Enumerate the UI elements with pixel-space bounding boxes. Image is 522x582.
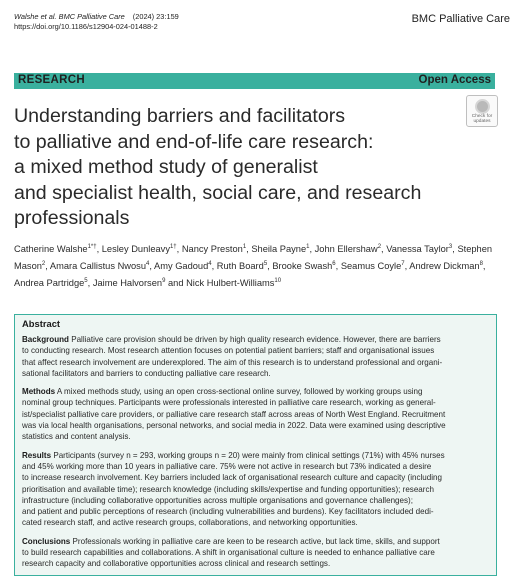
author-separator: , [381,244,387,255]
author-affiliation: 5 [263,261,268,268]
author [93,278,186,288]
author-name[interactable]: Seamus Coyle [340,261,402,272]
author-separator: , [149,261,155,272]
doi-link[interactable]: https://doi.org/10.1186/s12904-024-01488-2 [14,22,158,31]
article-type-banner [14,73,495,89]
abstract-section-background [22,334,488,379]
abstract-line: and patient and public perceptions of research (including vulnerabilities and burdens). Key facilitators included dedi- [22,507,434,517]
author-separator: , [404,261,410,272]
author-affiliation: 2 [41,261,46,268]
section-label: Methods [22,387,56,397]
abstract-section-methods [22,386,488,442]
author-affiliation: 1 [306,244,310,250]
abstract-line: ist/specialist palliative care providers, or palliative care research staff across areas of North West England. Recruitment [22,409,446,419]
abstract-line: Participants (survey n = 293, working groups n = 20) were mainly from clinical settings (71%) with 45% nurses [53,450,445,460]
abstract-line: was via local health organisations, personal networks, and social media in 2022. Data were examined using descriptive [22,421,446,431]
abstract-line: research capacity and collaborative opportunities across clinical and research settings. [22,559,331,569]
author [14,244,102,254]
abstract-line: prioritisation and available time); research knowledge (including skills/expertise and funding opportunities); research [22,484,434,494]
title-line: to palliative and end-of-life care research: [14,130,374,153]
section-label: Results [22,450,52,460]
abstract-line: to conducting research. Most research attention focuses on potential patient barriers; staff and organisational issues [22,346,435,356]
author-separator: , [176,244,182,255]
citation-text: Walshe et al. BMC Palliative Care [14,12,125,21]
author-affiliation: 4 [208,261,212,268]
author-separator: , [211,261,217,272]
author-affiliation: 10 [274,278,282,285]
author-affiliation: 3 [448,244,453,250]
author [102,244,182,254]
article-title [14,104,459,232]
author [50,261,154,271]
abstract-heading: Abstract [22,318,61,329]
abstract-section-results [22,450,488,529]
author-separator: , [96,244,102,255]
author-name[interactable]: Amy Gadoud [154,261,209,272]
author-name[interactable]: John Ellershaw [314,244,378,255]
journal-name: BMC Palliative Care [411,13,510,25]
author-name[interactable]: Lesley Dunleavy [101,244,170,255]
author-name[interactable]: Vanessa Taylor [386,244,449,255]
check-for-updates-badge[interactable] [466,95,498,127]
author-affiliation: 1 [242,244,247,250]
open-access-label: Open Access [418,74,491,86]
author [251,244,314,254]
author-separator: , [45,261,50,272]
author-name[interactable]: Nick Hulbert-Williams [186,278,275,289]
author-affiliation: 4 [146,261,150,268]
abstract-line: infrastructure (including collaborative opportunities across multiple organisations and governance challenges); [22,495,413,505]
author [341,261,409,271]
author-affiliation: 9 [162,278,166,285]
author-separator: , [482,261,486,272]
abstract-line: nominal group techniques. Participants were professionals interested in palliative care research, working as general- [22,398,436,408]
abstract-line: cated research staff, and active research groups, collaborations, and networking opportunities. [22,518,358,528]
author-separator: , [267,261,273,272]
title-line: Understanding barriers and facilitators [14,105,346,127]
author [315,244,387,254]
author-affiliation: 1*† [87,244,97,250]
article-type-label: RESEARCH [18,74,85,86]
author [182,244,252,254]
author-affiliation: 7 [401,261,405,268]
abstract-line: Palliative care provision should be driven by high quality research evidence. However, there are barriers [71,335,441,344]
author [409,261,485,271]
author-name[interactable]: Sheila Payne [251,244,307,255]
author-name[interactable]: Stephen Mason [14,244,493,272]
author-name[interactable]: Amara Callistus Nwosu [49,261,147,272]
author-affiliation: 5 [84,278,88,285]
abstract-line: and 45% working more than 10 years in palliative care. 75% were not active in research but 73% indicated a desire [22,461,432,471]
abstract-line: Professionals working in palliative care are keen to be research active, but lack time, skills, and support [72,536,440,546]
section-label: Background [22,335,69,344]
author-name[interactable]: Andrea Partridge [14,278,85,289]
author [186,278,281,288]
author [14,278,93,288]
abstract-body [22,334,488,570]
author [154,261,217,271]
author-separator: , [87,278,93,289]
author-affiliation: 8 [479,261,483,268]
author-name[interactable]: Jaime Halvorsen [92,278,163,289]
abstract-line: that affect research involvement are underexplored. The aim of this research is to understand professional and organi- [22,357,443,367]
abstract-line: to build research capabilities and collaborations. A shift in organisational culture is needed to enhance palliative care [22,548,435,558]
title-line: and specialist health, social care, and research [14,181,422,204]
check-updates-icon [475,99,490,114]
title-line: a mixed method study of generalist [14,156,318,178]
citation-meta [14,12,179,32]
author [217,261,273,271]
abstract-line: to increase research involvement. Key barriers included lack of organisational research culture and capacity (including [22,473,442,483]
author-separator: and [165,278,187,289]
section-label: Conclusions [22,536,71,546]
author-name[interactable]: Brooke Swash [272,261,333,272]
author [386,244,457,254]
title-line: professionals [14,207,130,229]
author [272,261,340,271]
author-affiliation: 1† [169,244,177,250]
abstract-section-conclusions [22,536,488,570]
abstract-line: A mixed methods study, using an open cross-sectional online survey, followed by working groups using [56,387,423,397]
author-separator: , [335,261,341,272]
author-affiliation: 2 [377,244,382,250]
author-separator: , [452,244,458,255]
author-name[interactable]: Andrew Dickman [409,261,480,272]
author-list [14,240,500,291]
badge-line: Check for [471,114,493,119]
author-name[interactable]: Ruth Board [216,261,264,272]
author-name[interactable]: Nancy Preston [181,244,243,255]
author-name[interactable]: Catherine Walshe [14,244,88,255]
author-affiliation: 6 [332,261,336,268]
author-separator: , [309,244,315,255]
abstract-line: statistics and content analysis. [22,432,131,442]
citation-year-volume: (2024) 23:159 [132,12,179,21]
abstract-line: sational facilitators and barriers to conducting palliative care research. [22,368,271,378]
badge-line: updates [473,119,491,125]
abstract-box [14,314,497,576]
author-separator: , [246,244,252,255]
